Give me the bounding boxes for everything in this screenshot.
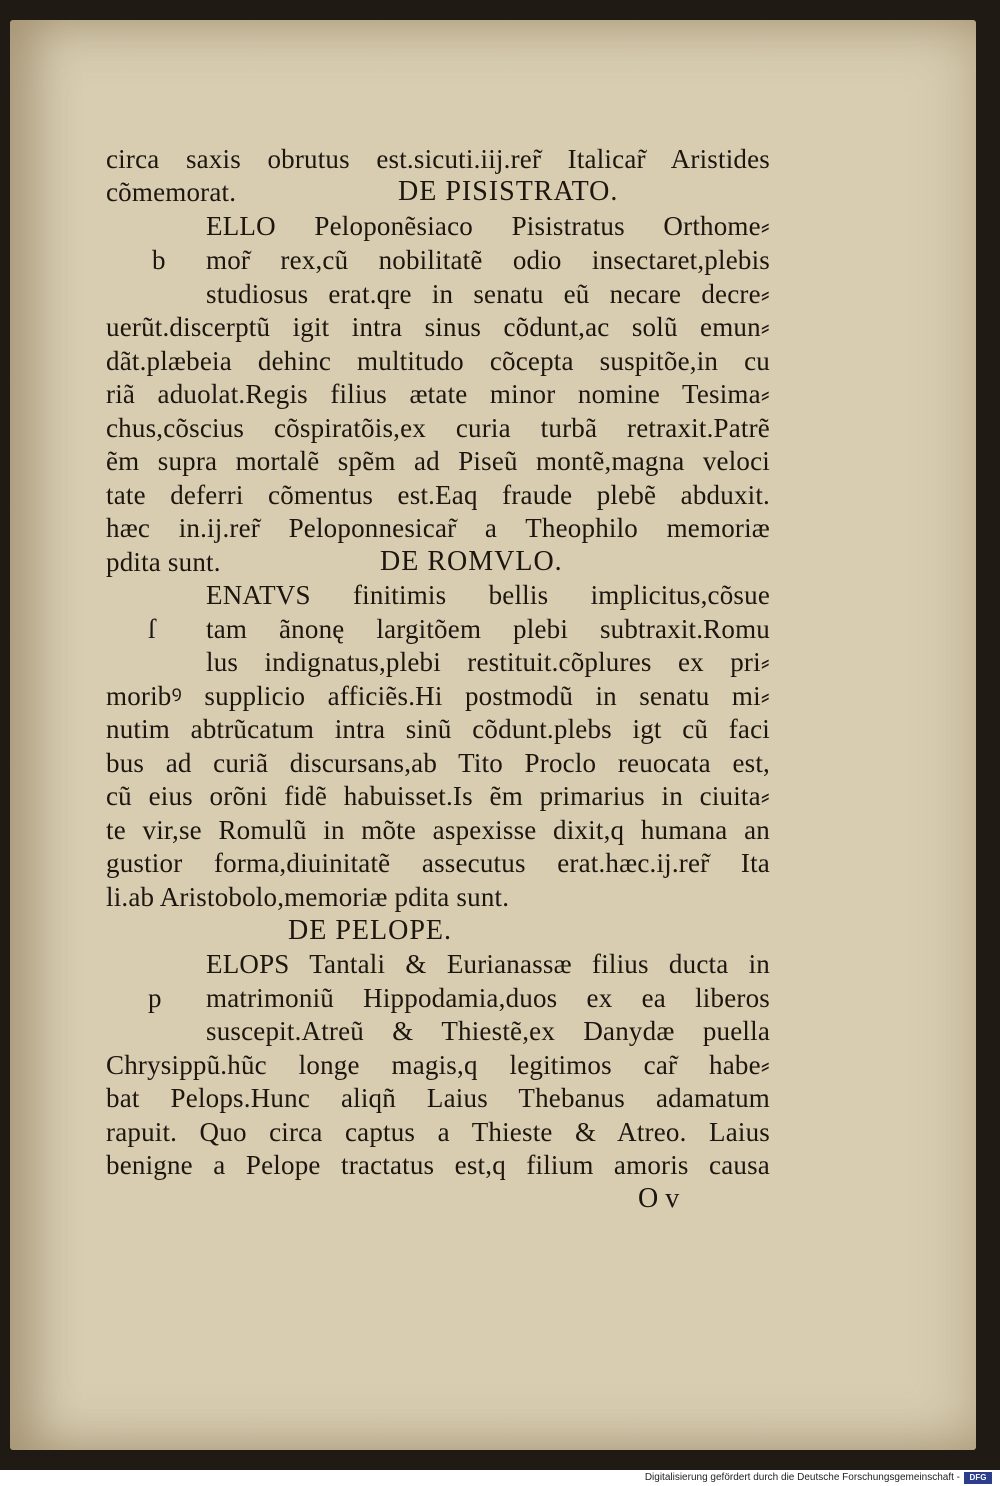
text-line: suscepit.Atreũ & Thiestẽ,ex Danydæ puella: [206, 1016, 770, 1046]
text-line: circa saxis obrutus est.sicuti.iij.rer̃ Italicar̃ Aristides: [106, 144, 770, 174]
text-line: benigne a Pelope tractatus est,q filium amoris causa: [106, 1150, 770, 1180]
text-line: riã aduolat.Regis filius ætate minor nomine Tesima⸗: [106, 379, 770, 409]
text-line: uerũt.discerptũ igit intra sinus cõdunt,ac solũ emun⸗: [106, 312, 770, 342]
text-line: te vir,se Romulũ in mõte aspexisse dixit,q humana an: [106, 815, 770, 845]
text-line: cõmemorat.: [106, 177, 237, 207]
text-line: pdita sunt.: [106, 547, 221, 577]
footer-credit: Digitalisierung gefördert durch die Deutsche Forschungsgemeinschaft -: [644, 1472, 960, 1483]
text-line: nutim abtrũcatum intra sinũ cõdunt.plebs igt cũ faci: [106, 714, 770, 744]
text-line: lus indignatus,plebi restituit.cõplures ex pri⸗: [206, 647, 770, 677]
book-page: [10, 20, 976, 1450]
guide-letter: ſ: [148, 614, 156, 644]
text-line: matrimoniũ Hippodamia,duos ex ea liberos: [206, 983, 770, 1013]
text-line: ENATVS finitimis bellis implicitus,cõsue: [206, 580, 770, 610]
text-line: ELOPS Tantali & Eurianassæ filius ducta in: [206, 949, 770, 979]
text-line: Chrysippũ.hũc longe magis,q legitimos car̃ habe⸗: [106, 1050, 770, 1080]
text-line: dãt.plæbeia dehinc multitudo cõcepta suspitõe,in cu: [106, 346, 770, 376]
text-line: ẽm supra mortalẽ spẽm ad Piseũ montẽ,magna veloci: [106, 446, 770, 476]
text-line: chus,cõscius cõspiratõis,ex curia turbã retraxit.Patrẽ: [106, 413, 770, 443]
text-line: hæc in.ij.rer̃ Peloponnesicar̃ a Theophilo memoriæ: [106, 513, 770, 543]
text-line: moribꝰ supplicio afficiẽs.Hi postmodũ in senatu mi⸗: [106, 681, 770, 711]
text-line: tate deferri cõmentus est.Eaq fraude plebẽ abduxit.: [106, 480, 770, 510]
text-line: ELLO Peloponẽsiaco Pisistratus Orthome⸗: [206, 211, 770, 241]
text-line: tam ãnonę largitõem plebi subtraxit.Romu: [206, 614, 770, 644]
text-line: bus ad curiã discursans,ab Tito Proclo reuocata est,: [106, 748, 770, 778]
footer-bar: [0, 1470, 1000, 1486]
heading-de-pelope: DE PELOPE.: [288, 915, 452, 946]
text-line: li.ab Aristobolo,memoriæ pdita sunt.: [106, 882, 510, 912]
signature-mark: O v: [638, 1183, 680, 1214]
heading-de-pisistrato: DE PISISTRATO.: [398, 176, 619, 207]
text-line: rapuit. Quo circa captus a Thieste & Atreo. Laius: [106, 1117, 770, 1147]
guide-letter: p: [148, 983, 162, 1013]
text-line: studiosus erat.qre in senatu eũ necare decre⸗: [206, 279, 770, 309]
dfg-logo: DFG: [964, 1472, 992, 1484]
text-line: cũ eius orõni fidẽ habuisset.Is ẽm primarius in ciuita⸗: [106, 781, 770, 811]
guide-letter: b: [152, 245, 166, 275]
text-line: gustior forma,diuinitatẽ assecutus erat.hæc.ij.rer̃ Ita: [106, 848, 770, 878]
text-line: mor̃ rex,cũ nobilitatẽ odio insectaret,plebis: [206, 245, 770, 275]
heading-de-romulo: DE ROMVLO.: [380, 546, 563, 577]
text-line: bat Pelops.Hunc aliqñ Laius Thebanus adamatum: [106, 1083, 770, 1113]
